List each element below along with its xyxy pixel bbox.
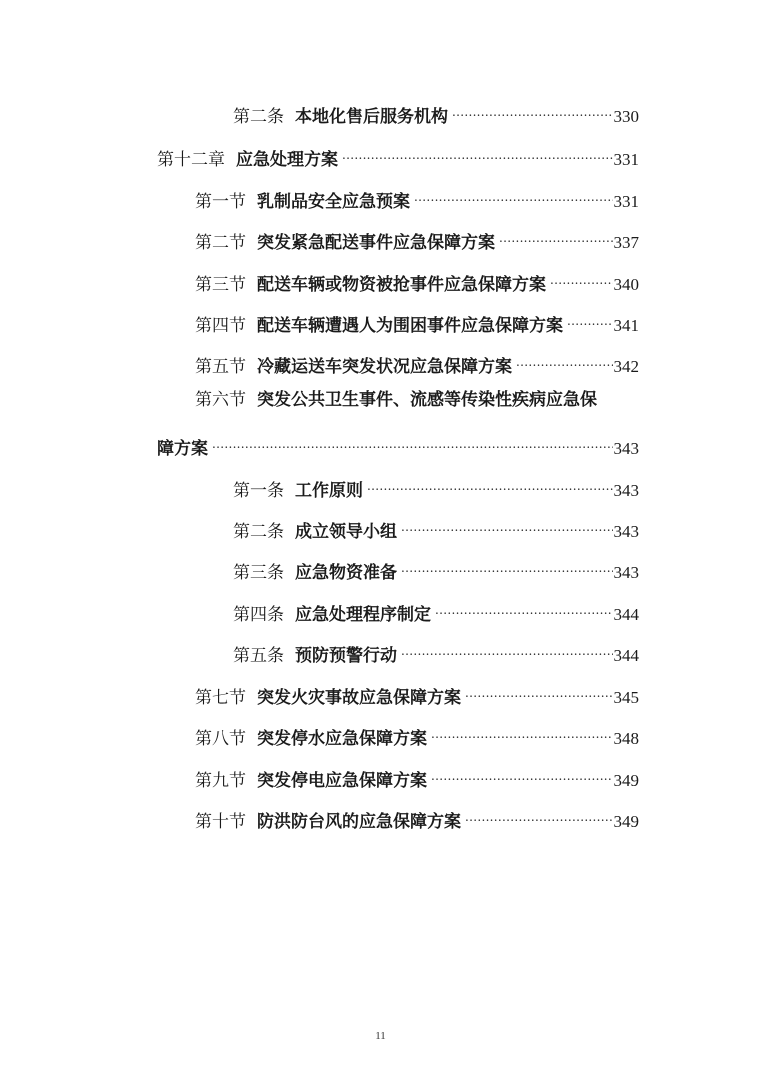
toc-entry-page: 331 — [613, 192, 639, 211]
toc-entry-title: 突发停水应急保障方案 — [257, 729, 427, 749]
toc-dot-leader — [452, 96, 613, 122]
toc-entry-title: 本地化售后服务机构 — [295, 107, 448, 127]
toc-entry[interactable] — [233, 552, 639, 583]
toc-dot-leader — [550, 264, 613, 290]
toc-entry-page: 348 — [613, 729, 639, 748]
toc-entry-number: 第四条 — [233, 605, 284, 625]
toc-entry-number: 第七节 — [195, 688, 246, 708]
toc-dot-leader — [499, 222, 613, 248]
toc-dot-leader — [401, 552, 613, 578]
toc-entry[interactable] — [233, 511, 639, 542]
toc-entry[interactable] — [195, 718, 639, 749]
toc-entry-title: 配送车辆或物资被抢事件应急保障方案 — [257, 275, 546, 295]
toc-entry-page: 341 — [613, 316, 639, 335]
toc-entry-number: 第三条 — [233, 563, 284, 583]
toc-dot-leader — [567, 305, 613, 331]
toc-entry-number: 第二节 — [195, 233, 246, 253]
toc-entry-number: 第五条 — [233, 646, 284, 666]
toc-dot-leader — [435, 594, 613, 620]
toc-entry-title: 冷藏运送车突发状况应急保障方案 — [257, 357, 512, 377]
toc-entry-number: 第一条 — [233, 481, 284, 501]
toc-entry-page: 344 — [613, 605, 639, 624]
toc-entry-wrapped-first-line[interactable] — [195, 387, 597, 413]
toc-dot-leader — [431, 760, 613, 786]
toc-entry-page: 337 — [613, 233, 639, 252]
toc-entry-title: 突发停电应急保障方案 — [257, 771, 427, 791]
toc-entry-title: 配送车辆遭遇人为围困事件应急保障方案 — [257, 316, 563, 336]
toc-entry[interactable] — [233, 96, 639, 127]
toc-entry-number: 第二条 — [233, 107, 284, 127]
toc-entry-page: 343 — [613, 481, 639, 500]
toc-entry-number: 第五节 — [195, 357, 246, 377]
toc-entry-page: 342 — [613, 357, 639, 376]
toc-entry-number: 第十二章 — [157, 150, 225, 170]
toc-dot-leader — [465, 801, 613, 827]
toc-entry-title-continued: 障方案 — [157, 439, 208, 459]
toc-entry[interactable] — [195, 181, 639, 212]
toc-entry-page: 345 — [613, 688, 639, 707]
toc-entry-number: 第八节 — [195, 729, 246, 749]
toc-entry-page: 349 — [613, 812, 639, 831]
toc-entry[interactable] — [233, 594, 639, 625]
toc-dot-leader — [367, 470, 613, 496]
toc-entry-number: 第四节 — [195, 316, 246, 336]
toc-entry-number: 第二条 — [233, 522, 284, 542]
toc-entry-title: 防洪防台风的应急保障方案 — [257, 812, 461, 832]
toc-entry[interactable] — [195, 305, 639, 336]
toc-entry-page: 349 — [613, 771, 639, 790]
toc-entry-number: 第六节 — [195, 390, 246, 410]
toc-entry-page: 330 — [613, 107, 639, 126]
toc-entry-wrapped-second-line[interactable] — [157, 428, 639, 459]
toc-entry-page: 340 — [613, 275, 639, 294]
toc-dot-leader — [414, 181, 613, 207]
toc-entry[interactable] — [195, 346, 639, 377]
toc-entry-title: 应急处理程序制定 — [295, 605, 431, 625]
toc-dot-leader — [401, 635, 613, 661]
toc-entry-page: 344 — [613, 646, 639, 665]
toc-entry-title: 预防预警行动 — [295, 646, 397, 666]
toc-entry-number: 第一节 — [195, 192, 246, 212]
toc-entry[interactable] — [233, 470, 639, 501]
toc-entry-title: 工作原则 — [295, 481, 363, 501]
toc-entry[interactable] — [195, 222, 639, 253]
toc-entry-title: 突发公共卫生事件、流感等传染性疾病应急保 — [257, 390, 597, 410]
toc-entry-page: 331 — [613, 150, 639, 169]
toc-dot-leader — [431, 718, 613, 744]
toc-entry-page: 343 — [613, 522, 639, 541]
toc-entry[interactable] — [233, 635, 639, 666]
toc-entry-number: 第十节 — [195, 812, 246, 832]
toc-entry-title: 成立领导小组 — [295, 522, 397, 542]
toc-entry-title: 乳制品安全应急预案 — [257, 192, 410, 212]
toc-dot-leader — [465, 677, 613, 703]
toc-dot-leader — [401, 511, 613, 537]
toc-entry[interactable] — [195, 801, 639, 832]
toc-entry-number: 第九节 — [195, 771, 246, 791]
toc-entry[interactable] — [195, 677, 639, 708]
toc-entry-page: 343 — [613, 563, 639, 582]
toc-entry[interactable] — [157, 139, 639, 170]
toc-entry-page: 343 — [613, 439, 639, 458]
toc-entry-title: 突发紧急配送事件应急保障方案 — [257, 233, 495, 253]
toc-dot-leader — [212, 428, 613, 454]
toc-entry-title: 应急物资准备 — [295, 563, 397, 583]
toc-entry-title: 突发火灾事故应急保障方案 — [257, 688, 461, 708]
toc-dot-leader — [516, 346, 613, 372]
toc-dot-leader — [342, 139, 613, 165]
page-number-footer: 11 — [375, 1030, 386, 1042]
toc-entry-title: 应急处理方案 — [236, 150, 338, 170]
toc-entry-number: 第三节 — [195, 275, 246, 295]
toc-entry[interactable] — [195, 760, 639, 791]
toc-entry[interactable] — [195, 264, 639, 295]
